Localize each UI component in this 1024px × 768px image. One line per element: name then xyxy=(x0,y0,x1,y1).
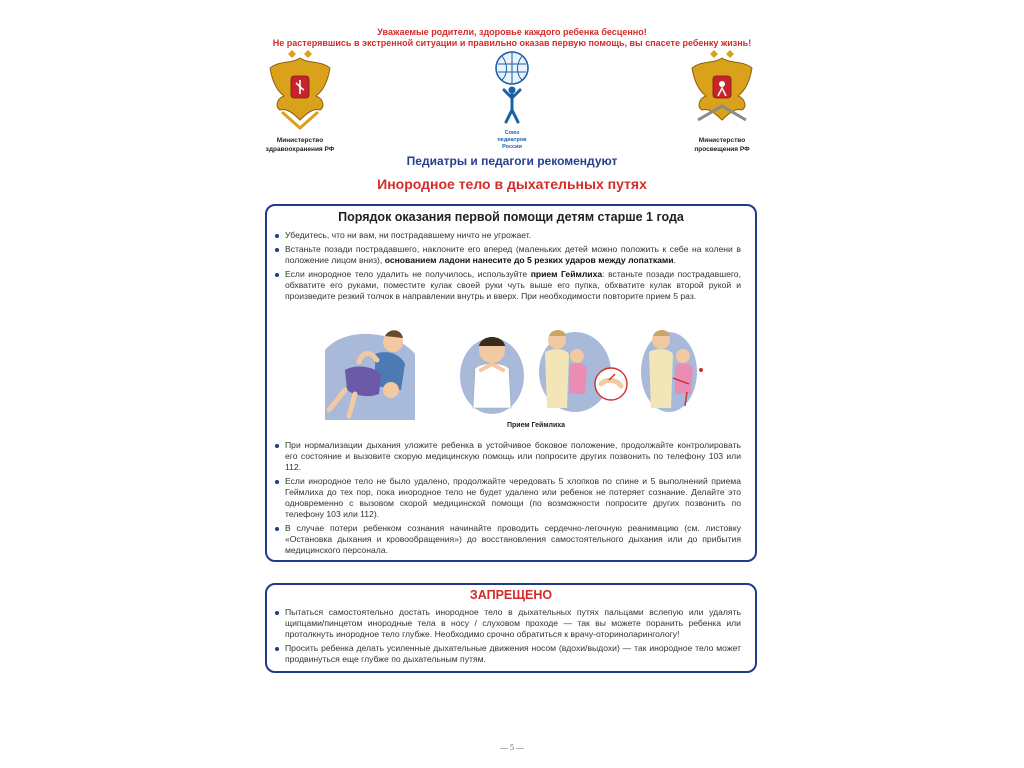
first-aid-heading: Порядок оказания первой помощи детям старше 1 года xyxy=(338,210,684,224)
org-left-line-2: здравоохранения РФ xyxy=(265,146,335,153)
list-item xyxy=(285,244,741,266)
list-item xyxy=(285,269,741,302)
header-line-1: Уважаемые родители, здоровье каждого ребенка бесценно! xyxy=(377,27,647,37)
union-logo-icon xyxy=(492,50,532,128)
page-title: Инородное тело в дыхательных путях xyxy=(377,176,647,192)
heimlich-thrust-illustration xyxy=(639,322,711,414)
first-aid-list-top xyxy=(267,230,755,302)
subtitle: Педиатры и педагоги рекомендуют xyxy=(406,154,618,168)
first-aid-panel xyxy=(265,204,757,562)
list-item xyxy=(285,607,741,640)
coat-of-arms-icon xyxy=(684,50,760,130)
org-right-line-2: просвещения РФ xyxy=(694,146,750,153)
coat-of-arms-icon xyxy=(262,50,338,130)
header-line-2: Не растерявшись в экстренной ситуации и правильно оказав первую помощь, вы спасете ребенку жизнь! xyxy=(272,38,752,48)
first-aid-list-bottom xyxy=(267,440,755,559)
choking-child-illustration xyxy=(459,324,525,414)
bullet-bold-text: прием Геймлиха xyxy=(530,269,603,279)
forbidden-panel xyxy=(265,583,757,673)
bullet-text: Если инородное тело не было удалено, продолжайте чередовать 5 хлопков по спине и 5 выполнений приема Геймлиха до тех пор, пока инородное тело не будет удалено или ребенок не потеряет сознание. Делайте это одновременно с вызовом скорой медицинской помощи (по возможности попросите других позвонить по телефону 103 или 112). xyxy=(285,476,741,519)
bullet-text: Убедитесь, что ни вам, ни пострадавшему ничто не угрожает. xyxy=(285,230,532,240)
bullet-text: Просить ребенка делать усиленные дыхательные движения носом (вдохи/выдохи) — так инородное тело может продвинуться еще глубже по дыхательным путям. xyxy=(285,643,741,664)
bullet-text: . xyxy=(673,255,676,265)
org-center-line-3: России xyxy=(502,144,522,150)
list-item xyxy=(285,440,741,473)
back-blows-illustration xyxy=(315,320,423,424)
list-item xyxy=(285,523,741,556)
org-right-line-1: Министерство xyxy=(698,137,746,144)
org-left-line-1: Министерство xyxy=(276,137,324,144)
bullet-text: Если инородное тело удалить не получилось, используйте xyxy=(285,269,531,279)
bullet-text: Встаньте позади пострадавшего, наклоните его вперед (маленьких детей можно положить к себе на колени в положение лицом вниз), xyxy=(285,244,741,265)
bullet-text: При нормализации дыхания уложите ребенка в устойчивое боковое положение, продолжайте контролировать его состояние и вызовите скорую медицинскую помощь или попросите других позвонить по телефону 103 или 112. xyxy=(285,440,741,472)
list-item xyxy=(285,230,741,241)
heimlich-illustration xyxy=(535,322,635,414)
bullet-text: : встаньте позади пострадавшего, обхватите его руками, поместите кулак своей руки чуть выше его пупка, обхватите кулак второй рукой и произведите резкий толчок в направлении внутрь и вверх. При необходимости повторите прием 5 раз. xyxy=(285,269,741,301)
forbidden-list xyxy=(267,607,755,665)
org-center-line-1: Союз xyxy=(504,130,520,136)
list-item xyxy=(285,476,741,520)
forbidden-heading: ЗАПРЕЩЕНО xyxy=(469,588,553,602)
list-item xyxy=(285,643,741,665)
illustration-caption: Прием Геймлиха xyxy=(507,422,566,429)
bullet-bold-text: основанием ладони нанесите до 5 резких ударов между лопатками xyxy=(384,255,674,265)
bullet-text: Пытаться самостоятельно достать инородное тело в дыхательных путях пальцами вслепую или удалять щипцами/пинцетом инородные тела в носу / слуховом проходе — так вы можете поранить ребенка или протолкнуть инородное тело глубже. Необходимо срочно обратиться к врачу-оториноларингологу! xyxy=(285,607,741,639)
org-center-line-2: педиатров xyxy=(497,137,527,143)
bullet-text: В случае потери ребенком сознания начинайте проводить сердечно-легочную реанимацию (см. листовку «Остановка дыхания и кровообращения») до восстановления самостоятельного дыхания или до прибытия медицинского персонала. xyxy=(285,523,741,555)
page-number: — 5 — xyxy=(500,743,524,752)
